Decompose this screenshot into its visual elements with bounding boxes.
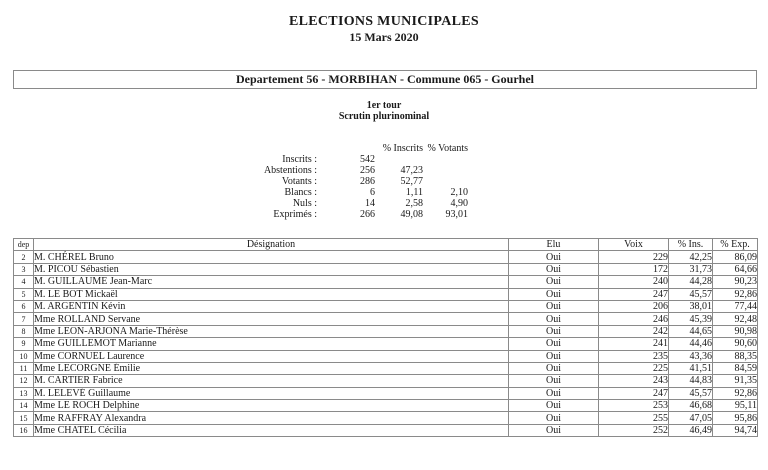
cell-ins: 44,28	[669, 276, 713, 288]
summary-pct-inscrits: 1,11	[405, 187, 423, 198]
summary-label: Exprimés :	[273, 209, 317, 220]
cell-ins: 44,65	[669, 325, 713, 337]
cell-name: Mme LECORGNE Émilie	[34, 362, 509, 374]
summary-pct-inscrits: 52,77	[400, 176, 423, 187]
cell-name: M. LELEVÉ Guillaume	[34, 387, 509, 399]
cell-name: M. GUILLAUME Jean-Marc	[34, 276, 509, 288]
cell-name: M. LE BOT Mickaël	[34, 288, 509, 300]
summary-row	[0, 209, 480, 220]
cell-ins: 44,83	[669, 375, 713, 387]
summary-row	[0, 176, 480, 187]
table-row	[14, 375, 758, 387]
cell-name: Mme RAFFRAY Alexandra	[34, 412, 509, 424]
summary-pct-inscrits: 2,58	[405, 198, 423, 209]
col-header-elu: Elu	[509, 239, 599, 251]
summary-value: 14	[365, 198, 375, 209]
table-row	[14, 362, 758, 374]
cell-voix: 246	[599, 313, 669, 325]
cell-elu: Oui	[509, 276, 599, 288]
cell-exp: 95,86	[713, 412, 758, 424]
cell-name: M. CHÉREL Bruno	[34, 251, 509, 263]
summary-pct-votants: 2,10	[450, 187, 468, 198]
summary-label: Nuls :	[292, 198, 317, 209]
cell-voix: 240	[599, 276, 669, 288]
col-header-voix: Voix	[599, 239, 669, 251]
participation-summary	[0, 143, 480, 220]
results-table	[13, 238, 758, 437]
cell-elu: Oui	[509, 387, 599, 399]
cell-exp: 90,98	[713, 325, 758, 337]
cell-dep: 15	[14, 412, 34, 424]
cell-elu: Oui	[509, 263, 599, 275]
table-row	[14, 424, 758, 436]
cell-voix: 252	[599, 424, 669, 436]
cell-ins: 42,25	[669, 251, 713, 263]
table-row	[14, 313, 758, 325]
cell-ins: 47,05	[669, 412, 713, 424]
cell-exp: 94,74	[713, 424, 758, 436]
cell-exp: 92,86	[713, 288, 758, 300]
cell-ins: 46,49	[669, 424, 713, 436]
cell-voix: 241	[599, 338, 669, 350]
cell-exp: 91,35	[713, 375, 758, 387]
cell-exp: 90,60	[713, 338, 758, 350]
summary-row	[0, 154, 480, 165]
cell-name: M. PICOU Sébastien	[34, 263, 509, 275]
table-row	[14, 387, 758, 399]
ballot-type-label: Scrutin plurinominal	[338, 111, 430, 122]
cell-voix: 229	[599, 251, 669, 263]
summary-pct-inscrits	[375, 154, 423, 165]
summary-header-pct-inscrits: % Inscrits	[382, 143, 423, 154]
cell-dep: 8	[14, 325, 34, 337]
summary-row	[0, 198, 480, 209]
cell-dep: 2	[14, 251, 34, 263]
cell-voix: 247	[599, 288, 669, 300]
summary-value: 256	[360, 165, 375, 176]
cell-ins: 31,73	[669, 263, 713, 275]
cell-elu: Oui	[509, 338, 599, 350]
cell-name: Mme ROLLAND Servane	[34, 313, 509, 325]
cell-elu: Oui	[509, 424, 599, 436]
cell-ins: 44,46	[669, 338, 713, 350]
cell-elu: Oui	[509, 251, 599, 263]
cell-name: Mme CHATEL Cécilia	[34, 424, 509, 436]
summary-header-row	[0, 143, 480, 154]
cell-exp: 92,48	[713, 313, 758, 325]
summary-pct-votants	[423, 154, 468, 165]
cell-ins: 43,36	[669, 350, 713, 362]
commune-header-box	[13, 70, 757, 89]
cell-name: M. CARTIER Fabrice	[34, 375, 509, 387]
summary-row	[0, 165, 480, 176]
round-label: 1er tour	[366, 100, 402, 111]
cell-dep: 7	[14, 313, 34, 325]
col-header-designation: Désignation	[34, 239, 509, 251]
cell-exp: 92,86	[713, 387, 758, 399]
cell-elu: Oui	[509, 350, 599, 362]
cell-elu: Oui	[509, 362, 599, 374]
cell-ins: 38,01	[669, 300, 713, 312]
cell-voix: 247	[599, 387, 669, 399]
cell-voix: 172	[599, 263, 669, 275]
cell-elu: Oui	[509, 375, 599, 387]
summary-value: 266	[360, 209, 375, 220]
summary-label: Votants :	[281, 176, 317, 187]
cell-elu: Oui	[509, 300, 599, 312]
cell-dep: 14	[14, 400, 34, 412]
cell-dep: 6	[14, 300, 34, 312]
cell-dep: 11	[14, 362, 34, 374]
cell-elu: Oui	[509, 412, 599, 424]
cell-dep: 13	[14, 387, 34, 399]
cell-exp: 95,11	[713, 400, 758, 412]
summary-label: Blancs :	[284, 187, 317, 198]
cell-voix: 243	[599, 375, 669, 387]
table-row	[14, 412, 758, 424]
summary-value: 286	[360, 176, 375, 187]
page-title: ELECTIONS MUNICIPALES	[288, 14, 480, 29]
table-row	[14, 300, 758, 312]
cell-elu: Oui	[509, 288, 599, 300]
commune-header-text: Departement 56 - MORBIHAN - Commune 065 - Gourhel	[236, 72, 534, 86]
cell-voix: 235	[599, 350, 669, 362]
cell-dep: 3	[14, 263, 34, 275]
results-table-header	[14, 239, 758, 251]
cell-dep: 5	[14, 288, 34, 300]
cell-voix: 255	[599, 412, 669, 424]
summary-row	[0, 187, 480, 198]
cell-ins: 45,39	[669, 313, 713, 325]
table-row	[14, 251, 758, 263]
cell-elu: Oui	[509, 313, 599, 325]
cell-exp: 86,09	[713, 251, 758, 263]
cell-name: Mme LEON-ARJONA Marie-Thérèse	[34, 325, 509, 337]
results-table-body	[14, 251, 758, 437]
cell-name: Mme LE ROCH Delphine	[34, 400, 509, 412]
cell-exp: 90,23	[713, 276, 758, 288]
summary-rows	[0, 154, 480, 220]
cell-voix: 206	[599, 300, 669, 312]
cell-exp: 64,66	[713, 263, 758, 275]
cell-exp: 84,59	[713, 362, 758, 374]
summary-pct-votants	[423, 165, 468, 176]
summary-value: 6	[370, 187, 375, 198]
table-row	[14, 276, 758, 288]
summary-pct-votants: 4,90	[450, 198, 468, 209]
summary-pct-inscrits: 49,08	[400, 209, 423, 220]
col-header-dep: dep	[14, 239, 34, 251]
col-header-pct-ins: % Ins.	[669, 239, 713, 251]
cell-exp: 88,35	[713, 350, 758, 362]
col-header-pct-exp: % Exp.	[713, 239, 758, 251]
summary-header-pct-votants: % Votants	[427, 143, 468, 154]
table-row	[14, 400, 758, 412]
cell-ins: 46,68	[669, 400, 713, 412]
summary-value: 542	[360, 154, 375, 165]
cell-name: Mme CORNUEL Laurence	[34, 350, 509, 362]
header-row	[14, 239, 758, 251]
summary-label: Inscrits :	[282, 154, 317, 165]
cell-exp: 77,44	[713, 300, 758, 312]
table-row	[14, 350, 758, 362]
summary-header-spacer	[317, 143, 375, 154]
cell-name: Mme GUILLEMOT Marianne	[34, 338, 509, 350]
table-row	[14, 325, 758, 337]
cell-elu: Oui	[509, 400, 599, 412]
cell-dep: 12	[14, 375, 34, 387]
cell-voix: 225	[599, 362, 669, 374]
table-row	[14, 263, 758, 275]
cell-elu: Oui	[509, 325, 599, 337]
cell-dep: 4	[14, 276, 34, 288]
summary-header-spacer	[0, 143, 317, 154]
summary-label: Abstentions :	[263, 165, 317, 176]
cell-name: M. ARGENTIN Kévin	[34, 300, 509, 312]
summary-pct-votants	[423, 176, 468, 187]
election-date: 15 Mars 2020	[349, 30, 419, 44]
table-row	[14, 338, 758, 350]
cell-voix: 242	[599, 325, 669, 337]
cell-dep: 9	[14, 338, 34, 350]
table-row	[14, 288, 758, 300]
summary-pct-votants: 93,01	[445, 209, 468, 220]
cell-ins: 45,57	[669, 288, 713, 300]
cell-ins: 41,51	[669, 362, 713, 374]
cell-dep: 10	[14, 350, 34, 362]
cell-ins: 45,57	[669, 387, 713, 399]
cell-voix: 253	[599, 400, 669, 412]
cell-dep: 16	[14, 424, 34, 436]
summary-pct-inscrits: 47,23	[400, 165, 423, 176]
